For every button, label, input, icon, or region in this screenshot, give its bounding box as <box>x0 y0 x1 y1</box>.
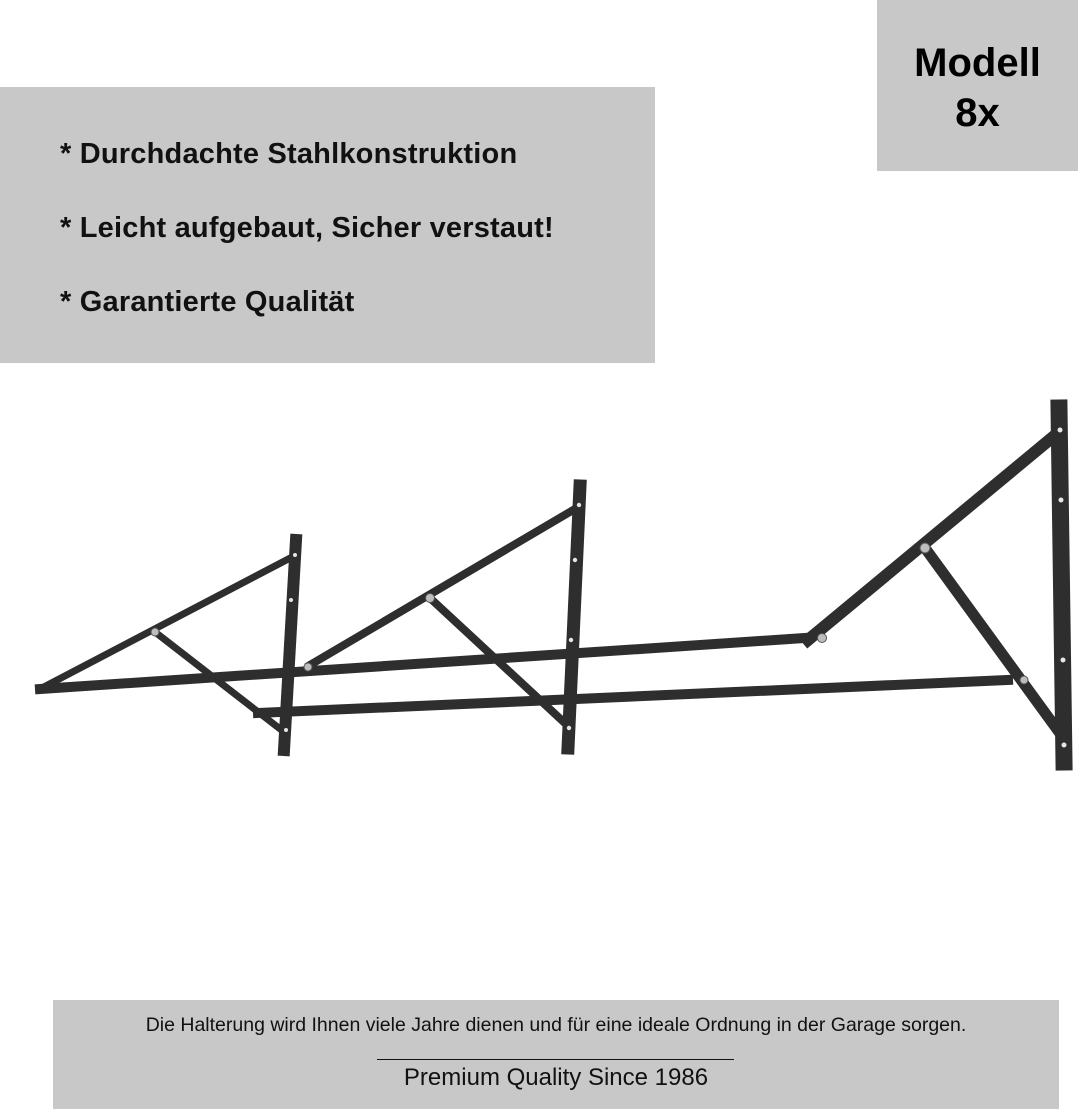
bolt <box>304 663 312 671</box>
rail-bar <box>258 680 1008 713</box>
footer-panel <box>53 1000 1059 1109</box>
diagonal-arm <box>808 432 1059 640</box>
diagonal-arm <box>310 506 580 665</box>
screw-hole <box>293 553 297 557</box>
footer-description: Die Halterung wird Ihnen viele Jahre dienen und für eine ideale Ordnung in der Garage sorgen. <box>145 1014 967 1036</box>
bolt <box>920 543 930 553</box>
bolt <box>426 594 435 603</box>
bolt <box>151 628 159 636</box>
feature-item: * Durchdachte Stahlkonstruktion <box>60 138 518 170</box>
wall-plate <box>284 540 296 750</box>
screw-hole <box>289 598 293 602</box>
footer-divider <box>377 1059 734 1060</box>
support-strut <box>925 548 1059 732</box>
wall-plate <box>1059 408 1064 762</box>
bolt <box>818 634 827 643</box>
wall-plate <box>568 486 580 748</box>
steel-wall-bracket-icon <box>0 390 1080 780</box>
screw-hole <box>284 728 288 732</box>
screw-hole <box>1062 743 1067 748</box>
screw-hole <box>567 726 571 730</box>
rail-bar <box>40 638 805 689</box>
feature-item: * Garantierte Qualität <box>60 286 355 318</box>
screw-hole <box>1059 498 1064 503</box>
footer-tagline: Premium Quality Since 1986 <box>403 1064 709 1091</box>
diagonal-arm <box>40 555 296 689</box>
bolt <box>1020 676 1028 684</box>
screw-hole <box>577 503 581 507</box>
feature-item: * Leicht aufgebaut, Sicher verstaut! <box>60 212 554 244</box>
model-label: Modell <box>914 41 1041 85</box>
model-badge <box>877 0 1078 171</box>
screw-hole <box>569 638 573 642</box>
screw-hole <box>1058 428 1063 433</box>
screw-hole <box>573 558 577 562</box>
model-number: 8x <box>955 91 1000 135</box>
screw-hole <box>1061 658 1066 663</box>
features-panel <box>0 87 655 363</box>
